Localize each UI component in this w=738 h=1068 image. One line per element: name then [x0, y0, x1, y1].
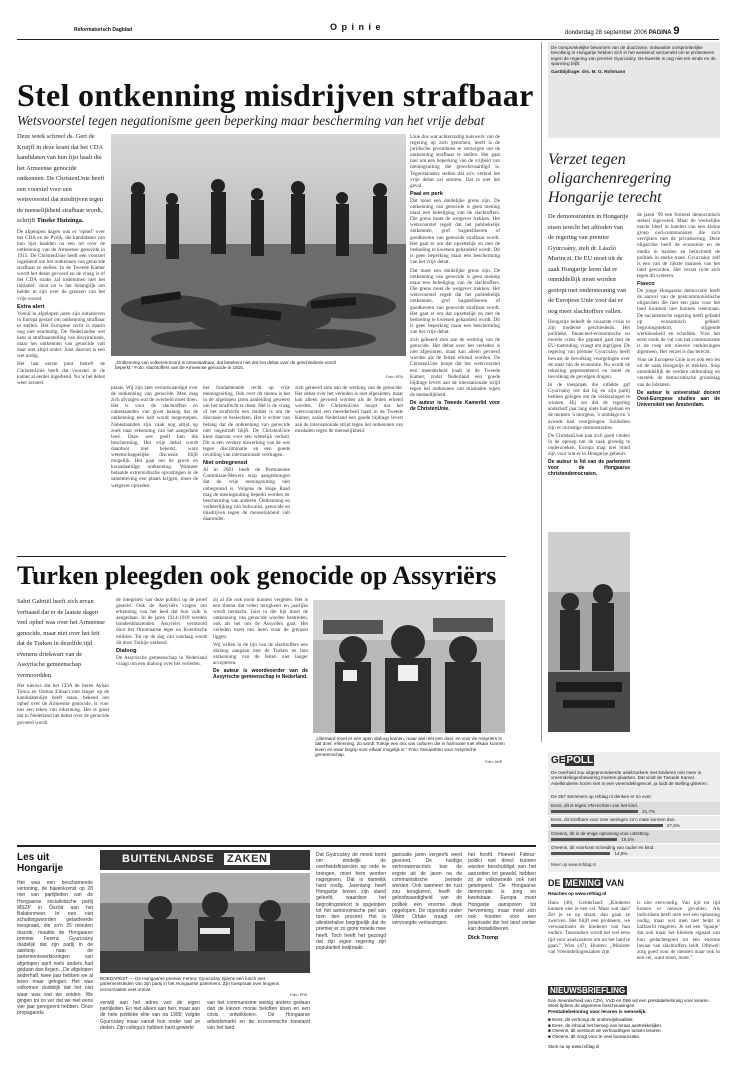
mening-title-prefix: DE [548, 878, 561, 888]
main-author-note: De auteur is Tweede Kamerlid voor de ChristenUnie. [410, 399, 500, 413]
poll-row-pct: 16,5% [621, 836, 635, 842]
main-bottom-rule [17, 556, 506, 557]
bottom-col-4 [316, 852, 386, 1058]
sidebar-col-2 [637, 212, 720, 732]
mening-title [548, 878, 624, 888]
main-photo-caption: „Ontkenning van volkerenmoord is ontoelaatbaar, dat betekent niet dat het debat over de geschiedenis wordt beperkt.” Foto: slachtoffers van de Armeense genocide in 1915. [115, 360, 336, 371]
main-photo-credit: Foto: EPA [386, 375, 404, 379]
masthead-paper: Reformatorisch Dagblad [74, 27, 133, 33]
bottom-badge-word1: BUITENLANDSE [122, 853, 215, 865]
main-col-4 [410, 134, 500, 264]
poll-title-suffix: POLL [566, 755, 594, 766]
main-col2-body: plaats. Wij zijn zeer verontwaardigd over de ontkenning van genocide. Men mag zich afvragen wat de overheid moet doen. Het is voor de slachtoffers en nabestaanden van groot belang dat de ontkenning een halt wordt toegeroepen. Nabestaanden zijn vaak nog altijd op zoek naar erkenning van het aangedane leed. Deze wet geeft hun die bescherming. Het vrije debat wordt daardoor niet beperkt, want wetenschappelijke discussie blijft mogelijk. Het gaat om de grove en kwaadaardige ontkenning. Wanneer betaalde extremistische opvattingen in de samenleving een plaats krijgen, moet de wetgever optreden. [111, 385, 198, 489]
main-col3-body: het fundamentele recht op vrije meningsuiting. Ook over dit thema is het in de afgelopen jaren aanleiding geweest om het strafrecht te doen. Het is de vraag of het strafrecht een middel is om de discussie te beslechten. Het is echter van belang dat de ontkenning van genocide niet ongestraft blijft. De ChristenUnie kiest daarom voor een wettelijk verbod. Dit is een verdere uitwerking van de wet tegen discriminatie en een goede invulling van internationale verdragen. [203, 385, 290, 459]
main-col5-repeat: zich gelieerd zien aan de werking van de genocide. Het debat over het verleden is niet afgesloten, maar kan alleen gevoerd worden als de feiten erkend worden. De ChristenUnie hoopt dat het wetsvoorstel een meerderheid haalt in de Tweede Kamer, zodat Nederland een goede bijdrage levert aan de internationale strijd tegen het ontkennen van misdaden tegen de menselijkheid. [410, 337, 500, 398]
sidebar-body1: Hongarije beleeft de zwaarste crisis in zijn moderne geschiedenis. Het politieke, financieel-economische en morele crisis die gepaard gaat met de EU-toetreding, vraagt om ingrijpen. De regering van premier Gyurcsány heeft bewust de bevolking voorgelogen over de staat van de economie. Nu wordt de rekening gepresenteerd en moet de bevolking de gevolgen dragen. [548, 319, 630, 380]
poll-row-label: Eens, dit strafbare voor zeer weinigen zo'n mate kunnen dan. [551, 817, 676, 822]
main-col1-body3: Het laat eerste punt betreft de ChristenUnie heeft dat voorstel in de kamer al eerder ingediend. Nu is het debat weer actueel. [17, 361, 105, 386]
sidebar-divider [541, 42, 542, 742]
sidebar-body3: De ChristenUnie kan zich goed vinden in de oproep om de zaak grondig te onderzoeken. Europa mag niet blind zijn voor wat er in Hongarije gebeurt. [548, 432, 630, 457]
mening-col-1: Hans (46), Gelderland: „Kinderen kunnen niet in een cel. Maar wat dan? Zet je ze op straat, dan gaan ze zwerven. Het blijft een probleem, we verwaarlozen de kinderen van hun ouders. Tussendoor wordt het wel eens tijd voor asielzoekers om uit het land te gaan.” Wim (47), Houten: „Minister van Vreemdelingenzaken zijn [548, 900, 630, 955]
bottom-col-3 [207, 1000, 310, 1058]
main-col4-body: Unie dus wat achterstallig huiswerk van de regering op zich genomen, heeft is de juridische procedures te verzorgen om de ontkenning strafbaar te stellen. Het gaat hier om een beperking van de vrijheid van meningsuiting die gerechtvaardigd is. Tegenstanders stellen dat zo'n verbod het vrije debat zal smoren. Dat is niet het geval. [410, 134, 500, 189]
sidebar-body2: In de toespraak die uitlekte gaf Gyurcsány toe dat hij en zijn partij hebben gelogen om de verkiezingen te winnen. Hij zei dat de regering anderhalf jaar lang niets had gedaan en de mensen ’s morgens, ’s middags en ’s avonds had voorgelogen. Sindsdien zijn er onrustige demonstraties. [548, 381, 630, 431]
nieuwsbrief-option[interactable]: ■ Oneens, dit zorgt voor te veel bureaucratie. [548, 1033, 641, 1039]
sidebar-photo [548, 532, 630, 732]
second-col3-body2: Wij willen in de lijn van de slachtoffers een dialoog aangaan met de Turken en hun ontkenning van de feiten niet langer accepteren. [213, 641, 308, 666]
poll-respondents: De 387 stemmers op refdag.nl denken er zo over: [551, 794, 653, 799]
second-col1-body: Het nieuws dat het CDA de heren Ayhan Tonca en Osman Elmaci niet langer op de kandidatenlijst heeft staan, bekend om ophef over de Armeense genocide, is voor ons een teken van erkenning. Het is goed dat in Nederland het debat over de genocide gevoerd wordt. [17, 683, 109, 726]
nieuwsbrief-option[interactable]: ■ Eens, de inhoud het beroep van leraar aantrekkelijker. [548, 1022, 663, 1028]
poll-row [548, 816, 720, 830]
poll-row-pct: 27,9% [666, 822, 680, 828]
sidebar-intro-box [548, 42, 720, 138]
main-col-2 [111, 385, 198, 550]
bottom-col-2 [100, 1000, 200, 1058]
bottom-col-6 [468, 852, 536, 1058]
main-subhead: Wetsvoorstel tegen negationisme geen beperking maar bescherming van het vrije debat [17, 113, 485, 128]
poll-bar [551, 838, 617, 841]
masthead-section: O p i n i e [330, 22, 382, 32]
sidebar-lead: De demonstranten in Hongarije eisen terecht het aftreden van de regering van premier Gyurcsány, stelt dr. László Murinczi. De EU moet uit de zaak Hongarije leren dat er onmiddellijk moet worden gestopt met ondersteuning van de Europese Unie voor dat er nog meer slachtoffers vallen. [548, 213, 629, 315]
nieuwsbrief-label: Prestatiebeloning voor leraren is wenselijk. [548, 1010, 647, 1015]
poll-row-label: Oneens, dit is de enige oplossing voor uitzetting. [551, 831, 650, 836]
sidebar-author-note2: De auteur is universitair docent Oost-Europese studies aan de Universiteit van Amsterdam. [637, 389, 720, 408]
genocide-photo-image [111, 134, 406, 356]
masthead-rule [17, 39, 719, 40]
sidebar-col-1 [548, 212, 630, 527]
second-lead: Sabri Gabriël heeft zich ervan verbaasd dat er de laatste dagen veel ophef was over het Armeense genocide, maar niet over het feit dat de Turken in dezelfde tijd evenens driekwart van de Assyrische gemeenschap vermoordden. [17, 598, 105, 679]
main-sub-niet-onbegrensd: Niet onbegrensd [203, 460, 248, 467]
bottom-signature: Dick Tromp [468, 934, 499, 941]
second-author-note: De auteur is woordvoerder van de Assyrische gemeenschap in Nederland. [213, 668, 308, 681]
sidebar-byline: Gastbijdrage: drs. M. G. Rohmann [551, 68, 626, 74]
poll-bar [551, 852, 610, 855]
bottom-col2-top: verwijt aan het adres van de eigen partijleden. En niet alleen aan hen, maar aan de hele politieke elite van na 1989, volgde Gyurcsány maar vanuit hun onder wat ze deden. Zijn collega's hebben hard gewerkt [100, 1000, 200, 1031]
main-col-1 [17, 132, 105, 550]
poll-row-label: Eens, dit is tegen VN-rechten van het kind. [551, 803, 639, 808]
bottom-col-1 [17, 880, 93, 1058]
bottom-col-5 [392, 852, 462, 1058]
nieuwsbrief-title: NIEUWSBRIEFLING [550, 986, 626, 995]
nieuwsbrief-option-text: Eens, de inhoud het beroep van leraar aantrekkelijker. [552, 1022, 663, 1028]
main-lead: Deze week schreef ds. Gert de Kruijff in deze krant dat het CDA kandidaten van hun lijst haalt die het Armeense genocide ontkennen. De ChristenUnie heeft een voorstel voor een wetsvoorstel dat misdrijven tegen de menselijkheid strafbaar wordt, schrijft [17, 133, 105, 224]
second-col-3 [213, 597, 308, 842]
bottom-top-rule [17, 845, 536, 847]
second-headline: Turken pleegden ook genocide op Assyriërs [17, 561, 497, 590]
sidebar-col2-body: de jaren ’90 een formeel democratisch stelsel ingevoerd. Maar de werkelijke macht bleef in handen van een kleine groep oud-communisten die zich verrijkten met de privatisering. Deze oligarchie heeft de economie en de media in handen en beïnvloedt de politiek in sterke mate. Gyurcsány zelf is een van de rijkste mannen van het land geworden. Het verzet richt zich tegen dit systeem. [637, 212, 720, 279]
main-col1-body2: Vooral in afgelopen jaren zijn initiatieven in Europa gestart om ontkenning strafbaar te stellen. Het Europese recht is daarin nog niet eenduidig. De Nederlandse wet kent al strafbaarstelling van discriminatie, maar het ontkennen van genocide valt daar niet altijd onder. Juist daarom is een wet nodig. [17, 310, 105, 360]
bottom-headline-block [17, 852, 93, 874]
masthead-date: donderdag 28 september 2006 [565, 30, 648, 36]
mening-box [548, 878, 720, 980]
second-col2-body2: De Assyrische gemeenschap in Nederland vraagt om een dialoog over het verleden. [116, 654, 207, 667]
main-col-3 [203, 385, 290, 550]
poll-question: De overheid zou uitgeprocedeerde asielzoekers met kinderen niet meer in vreemdelingenbewaring moeten plaatsen. Dat vindt de Tweede Kamer. Asielkinderen horen niet in een vreemdelingencel, ja luidt de stelling gisteren. [551, 770, 709, 786]
main-col3-body2: Al in 2001 heeft de Permanente Commissie-Meyers erop aangedrongen dat de vrije meningsuiting niet onbegrensd is. Volgens de Hoge Raad mag de meningsuiting beperkt worden ter bescherming van anderen. Ontkenning en verheerlijking van holocaust, genocide en misdrijven tegen de menselijkheid valt daaronder. [203, 467, 290, 522]
second-photo-credit: Foto: ANP [485, 760, 503, 764]
second-col-1 [17, 597, 109, 842]
sidebar-author-note: De auteur is lid van de parlement voor de Hongaarse christendemocraten. [548, 459, 630, 478]
nieuwsbrief-footnote[interactable]: Stem nu op www.refdag.nl [548, 1044, 600, 1049]
masthead-date-line [565, 25, 679, 37]
main-col4-body2: Dat moet een duidelijke grens zijn. De ontkenning van genocide is geen mening maar een belediging van de slachtoffers. Die grens moet de wetgever trekken. Het wetsvoorstel regelt dat het publiekelijk ontkennen, grof bagatelliseren of goedkeuren van genocide strafbaar wordt. Het gaat er om dat opzettelijk en met de bedoeling te kwetsen gehandeld wordt. Dit is geen beperking maar een bescherming van het vrije debat. [410, 197, 500, 264]
hungary-protest-photo-image [548, 532, 630, 732]
poll-bar [551, 810, 638, 813]
bottom-col4: Dat Gyurcsány de moed toont om eindelijk de overheidsfinanciën op orde te brengen, moet hem worden nagegeven. Dat is namelijk hard nodig. Jarenlang heeft Hongarije boven zijn stand geleefd, waardoor het begrotingstekort is opgelopen tot het astronomische peil van ruim tien procent. Het is allesbehalve begrijpelijk dat de premier er zo grote moeite mee heeft. Toch heeft het gezorgd dat zijn eigen regering zijn populariteit kwijtraakt. [316, 852, 386, 952]
masthead-page-label: PAGINA [648, 30, 672, 36]
poll-title-prefix: GE [551, 755, 566, 766]
bottom-photo [100, 873, 310, 973]
poll-row-label: Oneens, dit voorkomt scheiding van ouder en kind. [551, 845, 655, 850]
sidebar-col2-body2: De jonge Hongaarse democratie heeft de aanval van de postcommunistische oligarchen die met een plan voor het land kwamen niet kunnen weerstaan. De socialistische regering heeft gefaald op economisch gebied: begrotingstekort, stijgende werkloosheid en schulden. Voor het eerst sinds de val van het communisme is de roep om nieuwe verkiezingen algemeen. Het verzet is dus terecht. [637, 288, 720, 356]
nieuwsbrief-intro: Een meerderheid van CDA, VVD en D66 wil een prestatiebeloning voor leraren. Sterk tijdens de algemene beschouwingen. [548, 998, 710, 1009]
second-col3-body: zij al die ook nooit kunnen vergeten. Het is een thema dat velen terugkeert en jaarlijks wordt herdacht. Juist in die lijn moet de ontkenning van genocide worden bestreden, ook als het om de Assyriërs gaat. Het verleden moet ons leren waar de grenzen liggen. [213, 597, 308, 640]
main-col4-repeat: Dat moet een duidelijke grens zijn. De ontkenning van genocide is geen mening maar een belediging van de slachtoffers. Die grens moet de wetgever trekken. Het wetsvoorstel regelt dat het publiekelijk ontkennen, grof bagatelliseren of goedkeuren van genocide strafbaar wordt. Het gaat er om dat opzettelijk en met de bedoeling te kwetsen gehandeld wordt. Dit is geen beperking maar een bescherming van het vrije debat. [410, 268, 500, 335]
bottom-badge-word2: ZAKEN [224, 853, 270, 865]
sidebar-intro-text: De oorspronkelijke bewoners van de duurzame, ontwaakte oorspronkelijke bevolking in Hongarije hebben zich in het weekend verzameld om te protesteren tegen de regering van premier Gyurcsány. De kwestie is nog niet ten einde en de spanning blijft. [551, 45, 716, 67]
masthead-page-number: 9 [673, 25, 680, 37]
bottom-headline: Les uit Hongarije [17, 852, 64, 874]
poll-footnote[interactable]: Meer op www.refdag.nl [551, 862, 596, 867]
main-col1-body: De afgelopen dagen was er ‘ophef’ over het CDA en de PvdA, die kandidaten van hun lijst haalden na een rel over de ontkenning van de Armeense genocide in 1915. De ChristenUnie heeft een voorstel ingediend om het ontkennen van genocide strafbaar te stellen. In de Tweede Kamer wordt het debat gevoerd en de vraag is of het CDA straks zal instemmen met het initiatief. Juist nu is het belangrijk om helder te zijn over de grenzen van het vrije woord. [17, 228, 105, 302]
mening-source[interactable]: Reacties op www.refdag.nl [548, 891, 607, 896]
nieuwsbrief-option-text: Oneens, dit verstoort de verhoudingen tussen leraren. [552, 1028, 662, 1034]
mening-title-suffix: VAN [605, 878, 624, 888]
poll-row-pct: 21,7% [642, 808, 656, 814]
nieuwsbrief-options [548, 1017, 720, 1039]
bottom-photo-credit: Foto: EPA [290, 993, 308, 997]
poll-row-pct: 14,8% [614, 850, 628, 856]
nieuwsbrief-option-text: Eens, dit verhoogt de onderwijskwaliteit. [552, 1017, 634, 1022]
second-photo-caption: „Uiteraard moet er een open dialoog komen, maar wel met een doel, en voor de Assyriërs is dat doel: erkenning. Zo wordt Turkije een mix van culturen die in harmonie met elkaar kunnen leven en waar begrip voor elkaar mogelijk is.” Foto: Nieuwsfoto voor Assyrische gemeenschap. [315, 736, 505, 758]
main-sub-paal-en-perk: Paal en perk [410, 190, 443, 197]
second-sub-dialoog: Dialoog [116, 647, 137, 654]
bottom-col6: het hoofd. Hoewel Fidesz-politici niet direct kunnen worden beschuldigd van het aanzetten tot geweld, hebben zij de volkswoede ook niet getemperd. De Hongaarse democratie is jong en kwetsbaar. Europa moet Hongarije aansporen tot hervorming, maar moet zich ook hoeden voor een polarisatie die het land verder kan destabiliseren. [468, 852, 536, 933]
poll-row [548, 844, 720, 858]
bottom-col3-top: van het communisme weinig anders gedaan dan de kiezen mooie beloften doen en een crisis ontwikkelen. De Hongaarse arbeidsmarkt en de economische toestand van het land [207, 1000, 310, 1031]
bottom-badge [100, 850, 310, 870]
nieuwsbrief-option[interactable]: ■ Oneens, dit verstoort de verhoudingen tussen leraren. [548, 1028, 662, 1034]
main-col-4b [295, 385, 403, 550]
bottom-col5: ganisatie jaren vergeefs werd gevoerd. De huidige vertrouwenscrisis kan de ergste uit de jaren na de communistische periode worden. Ook wanneer de rust zou terugkeren, heeft de geloofwaardigheid van de politiek een enorme deuk opgelopen. De oppositie onder Viktor Orbán vraagt om vervroegde verkiezingen. [392, 852, 462, 927]
nieuwsbrief-option-text: Oneens, dit zorgt voor te veel bureaucratie. [552, 1033, 641, 1039]
second-col2-body: de integriteit van deze politici op de proef gesteld. Ook de Assyriërs vragen om erkenning van het leed dat hun volk is aangedaan. In de jaren 1914-1918 werden honderdduizenden Assyriërs vermoord door het Ottomaanse leger en Koerdische milities. Tot op de dag van vandaag wordt dit door Turkije ontkend. [116, 597, 207, 646]
mening-col-2: is niet eenvoudig. Van tijd tot tijd komen er nieuwe gevallen. Als individuen heeft men wel een oplossing nodig, maar wat men niet helpt is halfzacht reageren. Je zet een ‘Spanje’ dat ook maar het kleinste signaal van hun gedachtegoed tot een enorme lawaai van slachtoffers leidt. Oftewel: zorg goed voor de mensen maar ook in een cel, want moet, moet.” [637, 900, 720, 961]
poll-box [548, 752, 720, 872]
nieuwsbrief-box [548, 986, 720, 1056]
nieuwsbrief-option[interactable]: ■ Eens, dit verhoogt de onderwijskwaliteit. [548, 1017, 634, 1022]
poll-row [548, 802, 720, 816]
poll-bar [551, 824, 663, 827]
bottom-photo-caption: BOEDAPEST — De Hongaarse premier Ferenc Gyurcsány tijdens een lunch met parlementsleden van zijn partij in het Hongaarse parlement. Zijn toespraak over leugens veroorzaakte veel onrust. [100, 976, 280, 992]
main-lead-author: Tineke Huizinga. [36, 217, 84, 224]
poll-rows [548, 802, 720, 862]
main-headline: Stel ontkenning misdrijven strafbaar [17, 77, 534, 113]
poll-row [548, 830, 720, 844]
poll-title [551, 755, 594, 766]
gyurcsany-photo-image [100, 873, 310, 973]
second-col-2 [116, 597, 207, 842]
protest-photo-image [313, 600, 505, 733]
main-col-5 [410, 268, 500, 550]
main-col5-body: zich gelieerd zien aan de werking van de genocide. Het debat over het verleden is niet afgesloten, maar kan alleen gevoerd worden als de feiten erkend worden. De ChristenUnie hoopt dat het wetsvoorstel een meerderheid haalt in de Tweede Kamer, zodat Nederland een goede bijdrage levert aan de internationale strijd tegen het ontkennen van misdaden tegen de menselijkheid. [295, 385, 403, 434]
second-photo [313, 600, 505, 733]
bottom-body: Het was een beschamende vertoning, de bijeenkomst op 28 mei van partijleden van de Hongaarse socialistische partij MSZP in Őszöd aan het Balatonmeer. In een niet schuttingwoorden gelardeerde toespraak, die zo'n 25 minuten duurde, maakte de Hongaarse premier Ferenc Gyurcsány duidelijk dat zijn partij in de aanloop naar de parlementsverkiezingen van afgelopen april niets anders had gedaan dan liegen. „De afgelopen anderhalf, twee jaar hebben we al leren maar gelogen. Het was volkomen duidelijk dat het niet waar was wat we zeiden. We gingen tot zo ver dat we niet eens vier jaar geregeerd hebben. Onze propaganda [17, 880, 93, 1017]
sidebar-headline: Verzet tegen oligarchenregering Hongarije terecht [548, 151, 672, 206]
main-sub-extra-alert: Extra alert [17, 303, 45, 310]
mening-title-word: MENING [565, 878, 602, 888]
sidebar-col2-body3: Voor de Europese Unie is er ook een les uit de zaak Hongarije te trekken. Stop onmiddellijk de verdere uitbreiding en versterk de democratische grondslag van de lidstaten. [637, 357, 720, 388]
sidebar-sub-fiasco: Fiasco [637, 281, 655, 288]
main-photo [111, 134, 406, 356]
